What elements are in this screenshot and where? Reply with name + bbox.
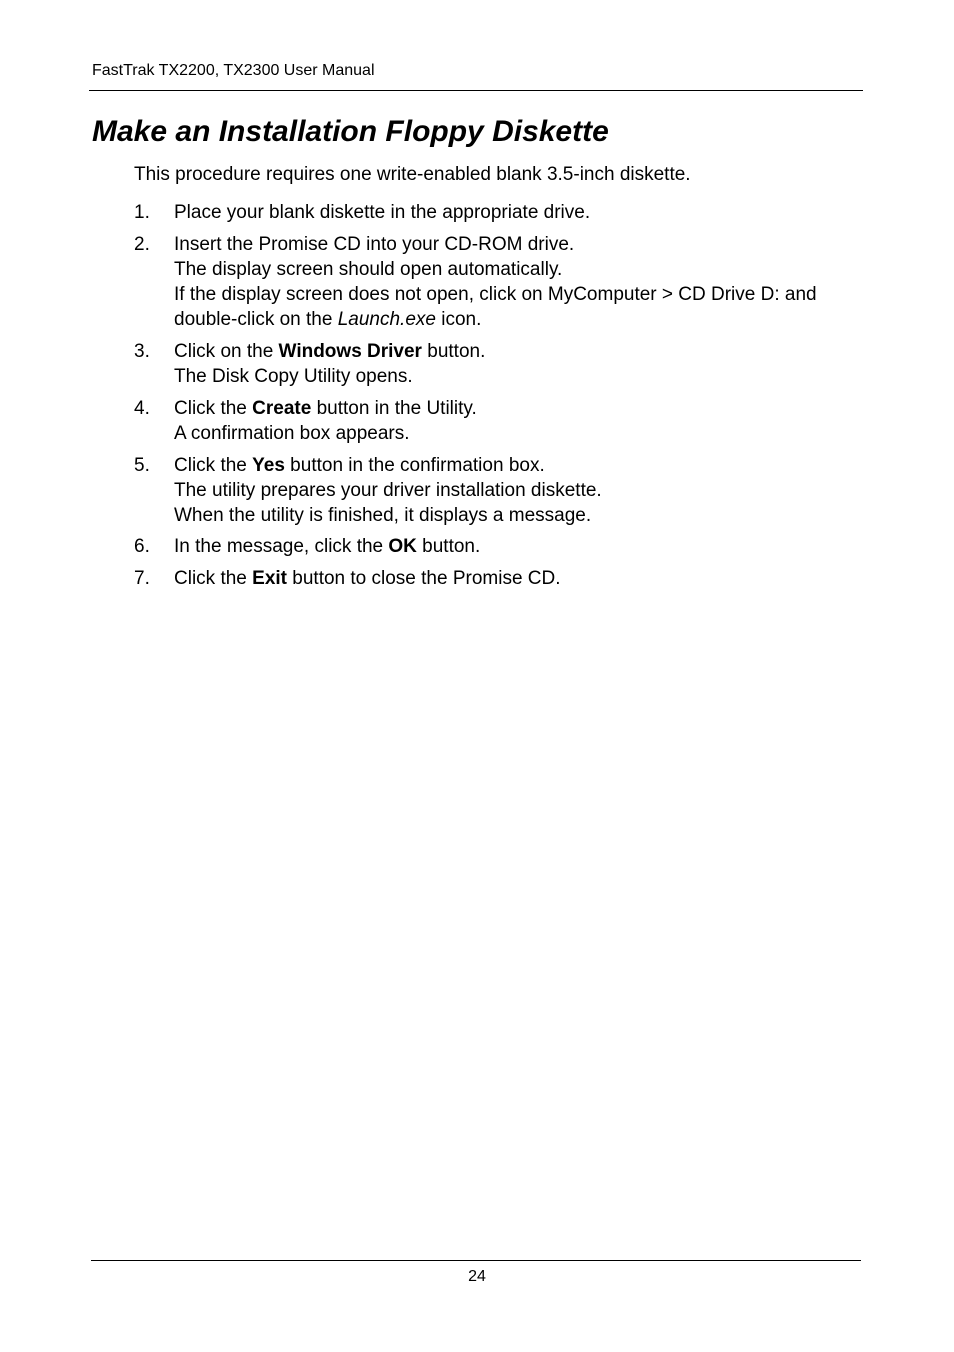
text-fragment: icon. — [435, 309, 482, 330]
step-result-text — [174, 307, 874, 332]
step-result-text: The utility prepares your driver installation diskette. — [174, 480, 602, 501]
step-number: 6. — [134, 536, 150, 557]
text-fragment: button in the Utility. — [311, 398, 477, 419]
step-number: 1. — [134, 202, 150, 223]
button-name-emphasis: Yes — [252, 455, 285, 476]
text-fragment: button. — [421, 341, 486, 362]
step-body — [174, 232, 874, 332]
step-text: Insert the Promise CD into your CD-ROM drive. — [174, 234, 575, 255]
step-number: 5. — [134, 455, 150, 476]
header-divider — [89, 90, 863, 91]
step-result-text: When the utility is finished, it displays a message. — [174, 505, 592, 526]
step-result-text: A confirmation box appears. — [174, 423, 410, 444]
button-name-emphasis: Windows Driver — [278, 341, 422, 362]
text-fragment: button. — [416, 536, 481, 557]
text-fragment: button to close the Promise CD. — [287, 568, 561, 589]
step-result-text: The Disk Copy Utility opens. — [174, 366, 413, 387]
text-fragment: double-click on the — [174, 309, 338, 330]
step-body — [174, 200, 874, 225]
footer-divider — [91, 1260, 861, 1261]
button-name-emphasis: OK — [388, 536, 417, 557]
step-text — [174, 534, 874, 559]
button-name-emphasis: Exit — [252, 568, 287, 589]
step-text — [174, 453, 874, 478]
step-text — [174, 339, 874, 364]
page-title: Make an Installation Floppy Diskette — [92, 115, 609, 148]
step-text — [174, 396, 874, 421]
button-name-emphasis: Create — [252, 398, 312, 419]
step-body — [174, 566, 874, 591]
step-text: Place your blank diskette in the appropriate drive. — [174, 202, 591, 223]
page-number: 24 — [468, 1268, 486, 1285]
running-header: FastTrak TX2200, TX2300 User Manual — [92, 62, 375, 79]
step-text — [174, 566, 874, 591]
text-fragment: Click the — [174, 455, 253, 476]
step-body — [174, 453, 874, 528]
step-number: 3. — [134, 341, 150, 362]
file-name-emphasis: Launch.exe — [337, 309, 436, 330]
step-number: 7. — [134, 568, 150, 589]
text-fragment: In the message, click the — [174, 536, 389, 557]
step-body — [174, 534, 874, 559]
step-body — [174, 396, 874, 446]
step-number: 2. — [134, 234, 150, 255]
step-body — [174, 339, 874, 389]
text-fragment: button in the confirmation box. — [284, 455, 545, 476]
intro-paragraph: This procedure requires one write-enabled blank 3.5-inch diskette. — [134, 164, 691, 185]
text-fragment: Click the — [174, 568, 253, 589]
text-fragment: Click the — [174, 398, 253, 419]
step-result-text: The display screen should open automatically. — [174, 259, 563, 280]
text-fragment: Click on the — [174, 341, 279, 362]
step-number: 4. — [134, 398, 150, 419]
step-result-text: If the display screen does not open, click on MyComputer > CD Drive D: and — [174, 284, 817, 305]
